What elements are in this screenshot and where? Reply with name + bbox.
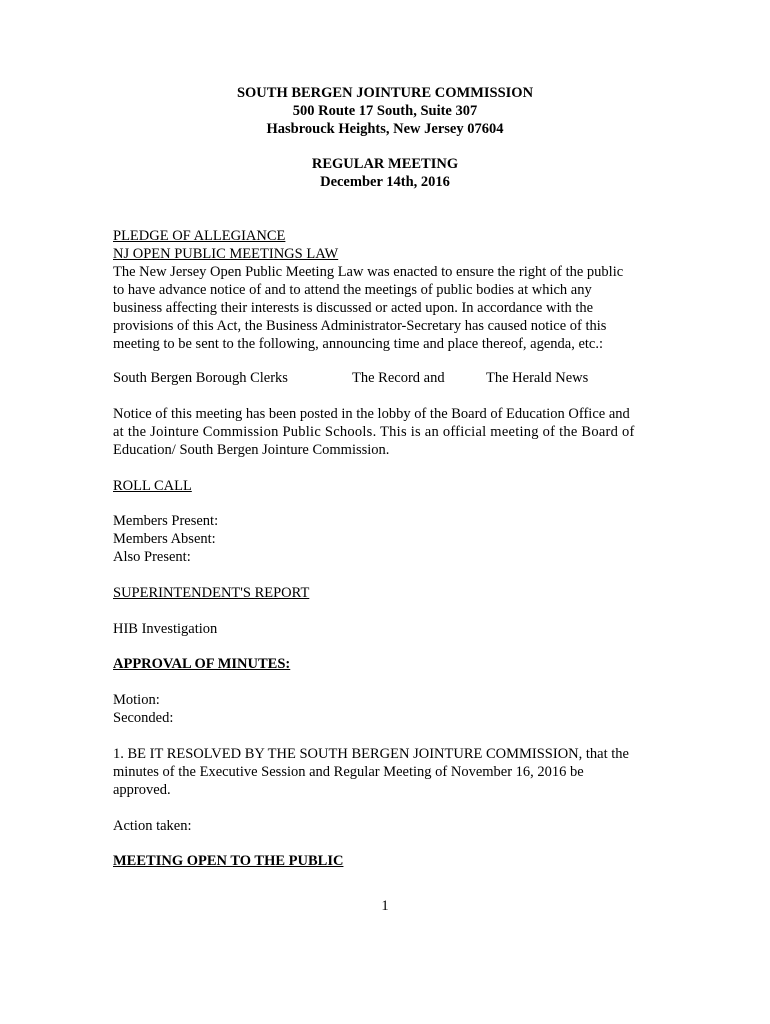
opma-line: provisions of this Act, the Business Administrator-Secretary has caused notice of this: [113, 318, 607, 334]
resolution-line: approved.: [113, 782, 171, 798]
opma-line: meeting to be sent to the following, announcing time and place thereof, agenda, etc.:: [113, 336, 604, 352]
opma-heading: NJ OPEN PUBLIC MEETINGS LAW: [113, 246, 339, 262]
org-name: SOUTH BERGEN JOINTURE COMMISSION: [236, 85, 534, 101]
notice-paragraph: [113, 405, 661, 459]
opma-line: business affecting their interests is discussed or acted upon. In accordance with the: [113, 300, 594, 316]
opma-line: The New Jersey Open Public Meeting Law was enacted to ensure the right of the public: [113, 264, 624, 280]
resolution-line: 1. BE IT RESOLVED BY THE SOUTH BERGEN JOINTURE COMMISSION, that the: [113, 746, 629, 762]
seconded-label: Seconded:: [113, 710, 174, 726]
roll-call-heading: ROLL CALL: [113, 478, 192, 494]
action-taken-label: Action taken:: [113, 818, 192, 834]
meeting-date: December 14th, 2016: [320, 174, 450, 190]
approval-of-minutes-heading: APPROVAL OF MINUTES:: [113, 656, 291, 672]
resolution-paragraph: [113, 745, 661, 799]
also-present-label: Also Present:: [113, 549, 191, 565]
superintendent-report-heading: SUPERINTENDENT'S REPORT: [113, 585, 310, 601]
page-number: 1: [381, 898, 389, 914]
opma-line: to have advance notice of and to attend the meetings of public bodies at which any: [113, 282, 592, 298]
opma-section: [113, 227, 661, 353]
motion-label: Motion:: [113, 692, 160, 708]
resolution-line: minutes of the Executive Session and Regular Meeting of November 16, 2016 be: [113, 764, 584, 780]
meeting-info: [0, 155, 770, 191]
meeting-type: REGULAR MEETING: [311, 156, 459, 172]
meeting-open-to-public-heading: MEETING OPEN TO THE PUBLIC: [113, 853, 344, 869]
address-line-1: 500 Route 17 South, Suite 307: [292, 103, 478, 119]
recipient-herald-news: The Herald News: [486, 370, 589, 386]
recipient-borough-clerks: South Bergen Borough Clerks: [113, 370, 288, 386]
document-header: [0, 84, 770, 138]
address-line-2: Hasbrouck Heights, New Jersey 07604: [266, 121, 504, 137]
pledge-heading: PLEDGE OF ALLEGIANCE: [113, 228, 286, 244]
notice-line: at the Jointure Commission Public Schools. This is an official meeting of the Board of: [113, 424, 635, 440]
roll-call-list: [113, 512, 661, 566]
members-present-label: Members Present:: [113, 513, 219, 529]
notice-line: Education/ South Bergen Jointure Commission.: [113, 442, 390, 458]
notice-line: Notice of this meeting has been posted in the lobby of the Board of Education Office and: [113, 406, 630, 422]
motion-block: [113, 691, 661, 727]
recipient-the-record: The Record and: [352, 370, 445, 386]
members-absent-label: Members Absent:: [113, 531, 216, 547]
hib-investigation-item: HIB Investigation: [113, 621, 218, 637]
